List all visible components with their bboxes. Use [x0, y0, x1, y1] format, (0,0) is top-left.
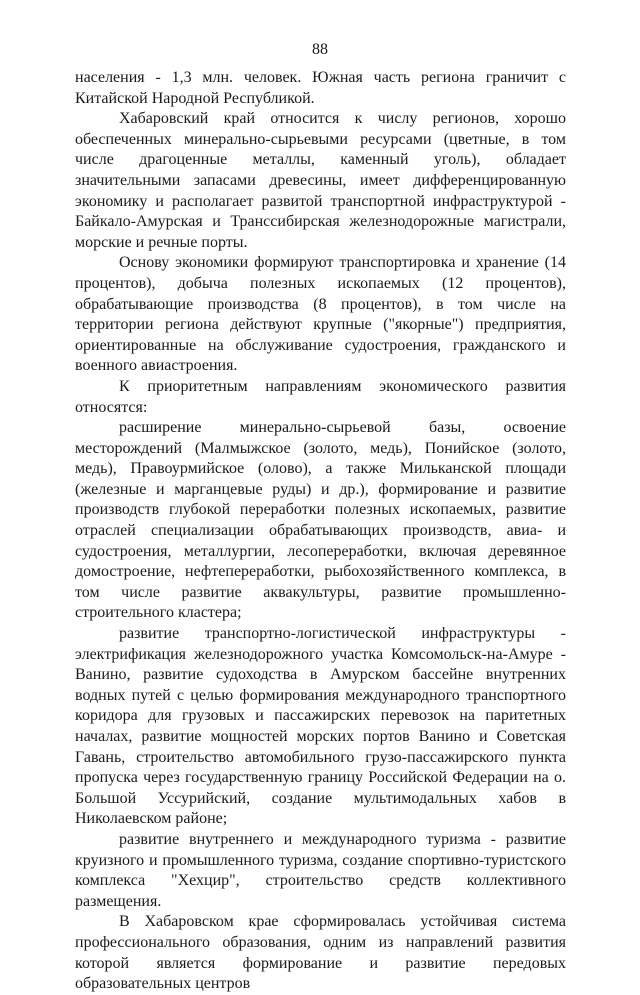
paragraph-region-resources: Хабаровский край относится к числу регионов, хорошо обеспеченных минерально-сырьевыми ресурсами (цветные, в том числе драгоценные металлы, каменный уголь), обладает значительными запасами древесины, имеет дифференцированную экономику и располагает развитой транспортной инфраструктурой - Байкало-Амурская и Транссибирская железнодорожные магистрали, морские и речные порты.: [75, 110, 566, 251]
paragraph-population: населения - 1,3 млн. человек. Южная часть региона граничит с Китайской Народной Республикой.: [75, 69, 566, 107]
paragraph-tourism: развитие внутреннего и международного туризма - развитие круизного и промышленного туризма, создание спортивно-туристского комплекса "Хехцир", строительство средств коллективного размещения.: [75, 830, 566, 910]
paragraph-education: В Хабаровском крае сформировалась устойчивая система профессионального образования, одним из направлений развития которой является формирование и развитие передовых образовательных центров: [75, 913, 566, 993]
paragraph-priority-intro: К приоритетным направлениям экономического развития относятся:: [75, 377, 566, 416]
page-number: 88: [312, 41, 328, 58]
document-body: [75, 68, 566, 995]
paragraph-mineral-base: расширение минерально-сырьевой базы, освоение месторождений (Малмыжское (золото, медь), Понийское (золото, медь), Правоурмийское (олово), а также Мильканской площади (железные и марганцевые руды) и др.), формирование и развитие производств глубокой переработки полезных ископаемых, развитие отраслей специализации обрабатывающих производств, авиа- и судостроения, металлургии, лесопереработки, включая деревянное домостроение, нефтепереработки, рыбохозяйственного комплекса, в том числе развитие аквакультуры, развитие промышленно-строительного кластера;: [75, 419, 566, 622]
paragraph-transport-logistics: развитие транспортно-логистической инфраструктуры - электрификация железнодорожного участка Комсомольск-на-Амуре - Ванино, развитие судоходства в Амурском бассейне внутренних водных путей с целью формирования международного транспортного коридора для грузовых и пассажирских перевозок на паритетных началах, развитие мощностей морских портов Ванино и Советская Гавань, строительство автомобильного грузо-пассажирского пункта пропуска через государственную границу Российской Федерации на о. Большой Уссурийский, создание мультимодальных хабов в Николаевском районе;: [75, 625, 566, 828]
paragraph-economy-basis: Основу экономики формируют транспортировка и хранение (14 процентов), добыча полезных ископаемых (12 процентов), обрабатывающие производства (8 процентов), в том числе на территории региона действуют крупные ("якорные") предприятия, ориентированные на обслуживание судостроения, гражданского и военного авиастроения.: [75, 254, 566, 375]
